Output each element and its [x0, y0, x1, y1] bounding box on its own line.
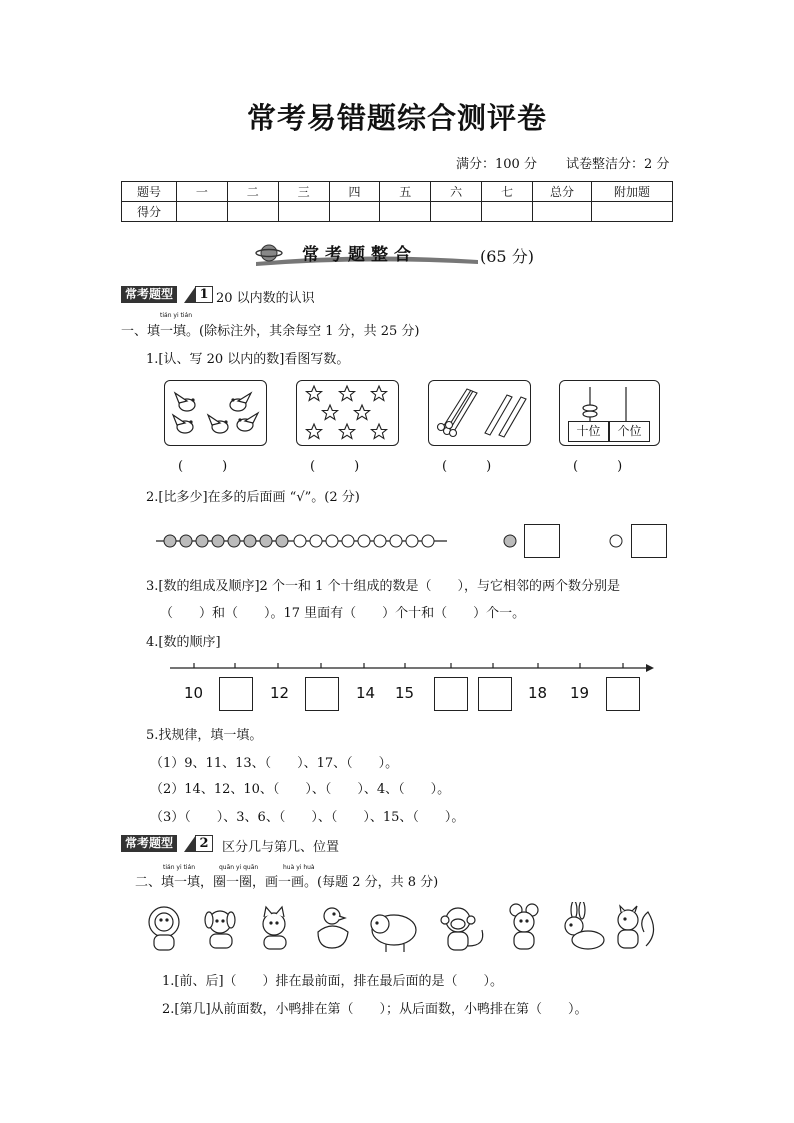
score-header-cell: 附加题	[592, 182, 673, 202]
white-bead-icon	[609, 534, 623, 548]
birds-picture	[164, 380, 267, 446]
score-header-cell: 六	[431, 182, 482, 202]
duckling-icon	[318, 908, 348, 948]
pinyin: quān yi quān	[219, 864, 259, 871]
rabbit-icon	[565, 902, 604, 949]
number-label: 12	[270, 684, 290, 702]
score-table-row	[122, 202, 673, 222]
q1-heading: 一、填一填。(除标注外，其余每空 1 分，共 25 分)	[121, 324, 420, 339]
score-cell[interactable]	[278, 202, 329, 222]
number-label: 15	[395, 684, 415, 702]
score-header-cell: 七	[482, 182, 533, 202]
animals-row	[140, 902, 660, 954]
neat-score: 试卷整洁分：2 分	[566, 157, 670, 172]
abacus-tens-label: 十位	[568, 421, 609, 442]
stick-bundle-icon	[429, 381, 530, 445]
q1-item3-line1: 3.[数的组成及顺序]2 个一和 1 个十组成的数是（ ），与它相邻的两个数分别是	[146, 579, 620, 594]
score-cell[interactable]	[177, 202, 228, 222]
answer-blank[interactable]: ( )	[573, 459, 623, 474]
score-cell[interactable]	[431, 202, 482, 222]
q2-item1: 1.[前、后]（ ）排在最前面，排在最后面的是（ ）。	[162, 974, 504, 989]
q1-item5: 5.找规律，填一填。	[146, 728, 263, 743]
star-icon	[297, 381, 398, 445]
pinyin: tián yi tián	[160, 312, 193, 319]
q1-item3-line2: （ ）和（ ）。17 里面有（ ）个十和（ ）个一。	[160, 606, 526, 621]
number-box[interactable]	[434, 677, 468, 711]
abacus-ones-label: 个位	[609, 421, 650, 442]
q2-heading: 二、填一填，圈一圈，画一画。(每题 2 分，共 8 分)	[135, 875, 439, 890]
score-header-cell: 五	[380, 182, 431, 202]
number-label: 10	[184, 684, 204, 702]
bird-icon	[165, 381, 266, 445]
check-box-white[interactable]	[631, 524, 667, 558]
number-box[interactable]	[478, 677, 512, 711]
number-box[interactable]	[305, 677, 339, 711]
full-score: 满分：100 分	[456, 157, 537, 172]
score-cell[interactable]	[592, 202, 673, 222]
score-cell[interactable]	[329, 202, 380, 222]
number-box[interactable]	[219, 677, 253, 711]
score-cell[interactable]	[380, 202, 431, 222]
answer-blank[interactable]: ( )	[310, 459, 360, 474]
q1-item2: 2.[比多少]在多的后面画 “√”。(2 分)	[146, 490, 360, 505]
score-table	[121, 181, 673, 222]
stars-picture	[296, 380, 399, 446]
number-label: 14	[356, 684, 376, 702]
q1-item1: 1.[认、写 20 以内的数]看图写数。	[146, 352, 350, 367]
sheep-icon	[371, 915, 416, 952]
mouse-icon	[510, 904, 538, 949]
bead-string	[154, 528, 454, 554]
monkey-icon	[441, 908, 483, 950]
question-type-label: 区分几与第几、位置	[222, 840, 340, 855]
question-type-tag: 常考题型	[121, 286, 177, 303]
section-title: 常考题整合	[302, 245, 417, 265]
pinyin: huà yi huà	[283, 864, 315, 871]
score-header-cell: 二	[227, 182, 278, 202]
score-header-cell: 四	[329, 182, 380, 202]
check-box-gray[interactable]	[524, 524, 560, 558]
question-type-number: 1	[195, 286, 213, 303]
score-cell[interactable]	[482, 202, 533, 222]
score-row-label: 得分	[122, 202, 177, 222]
sticks-picture	[428, 380, 531, 446]
squirrel-icon	[618, 906, 654, 948]
number-box[interactable]	[606, 677, 640, 711]
score-header-cell: 一	[177, 182, 228, 202]
number-line	[168, 660, 658, 676]
score-table-header-row	[122, 182, 673, 202]
score-header-cell: 总分	[533, 182, 592, 202]
q1-item5-3: （3）（ ）、3、6、（ ）、（ ）、15、（ ）。	[150, 810, 465, 825]
q2-item2: 2.[第几]从前面数，小鸭排在第（ ）；从后面数，小鸭排在第（ ）。	[162, 1002, 588, 1017]
question-type-label: 20 以内数的认识	[216, 291, 315, 306]
cat-icon	[263, 907, 286, 949]
score-header-cell: 三	[278, 182, 329, 202]
answer-blank[interactable]: ( )	[178, 459, 228, 474]
section-score: (65 分)	[480, 247, 534, 266]
page-title: 常考易错题综合测评卷	[246, 101, 547, 135]
question-type-number: 2	[195, 835, 213, 852]
q1-item5-2: （2）14、12、10、（ ）、（ ）、4、（ ）。	[150, 782, 451, 797]
question-type-tag: 常考题型	[121, 835, 177, 852]
q1-item5-1: （1）9、11、13、（ ）、17、（ ）。	[150, 756, 399, 771]
gray-bead-icon	[503, 534, 517, 548]
lion-icon	[149, 907, 179, 950]
number-label: 19	[570, 684, 590, 702]
abacus-picture	[559, 380, 660, 446]
dog-icon	[205, 911, 235, 948]
score-header-cell: 题号	[122, 182, 177, 202]
answer-blank[interactable]: ( )	[442, 459, 492, 474]
q1-item4: 4.[数的顺序]	[146, 635, 221, 650]
score-cell[interactable]	[227, 202, 278, 222]
score-cell[interactable]	[533, 202, 592, 222]
number-label: 18	[528, 684, 548, 702]
pinyin: tián yi tián	[163, 864, 196, 871]
